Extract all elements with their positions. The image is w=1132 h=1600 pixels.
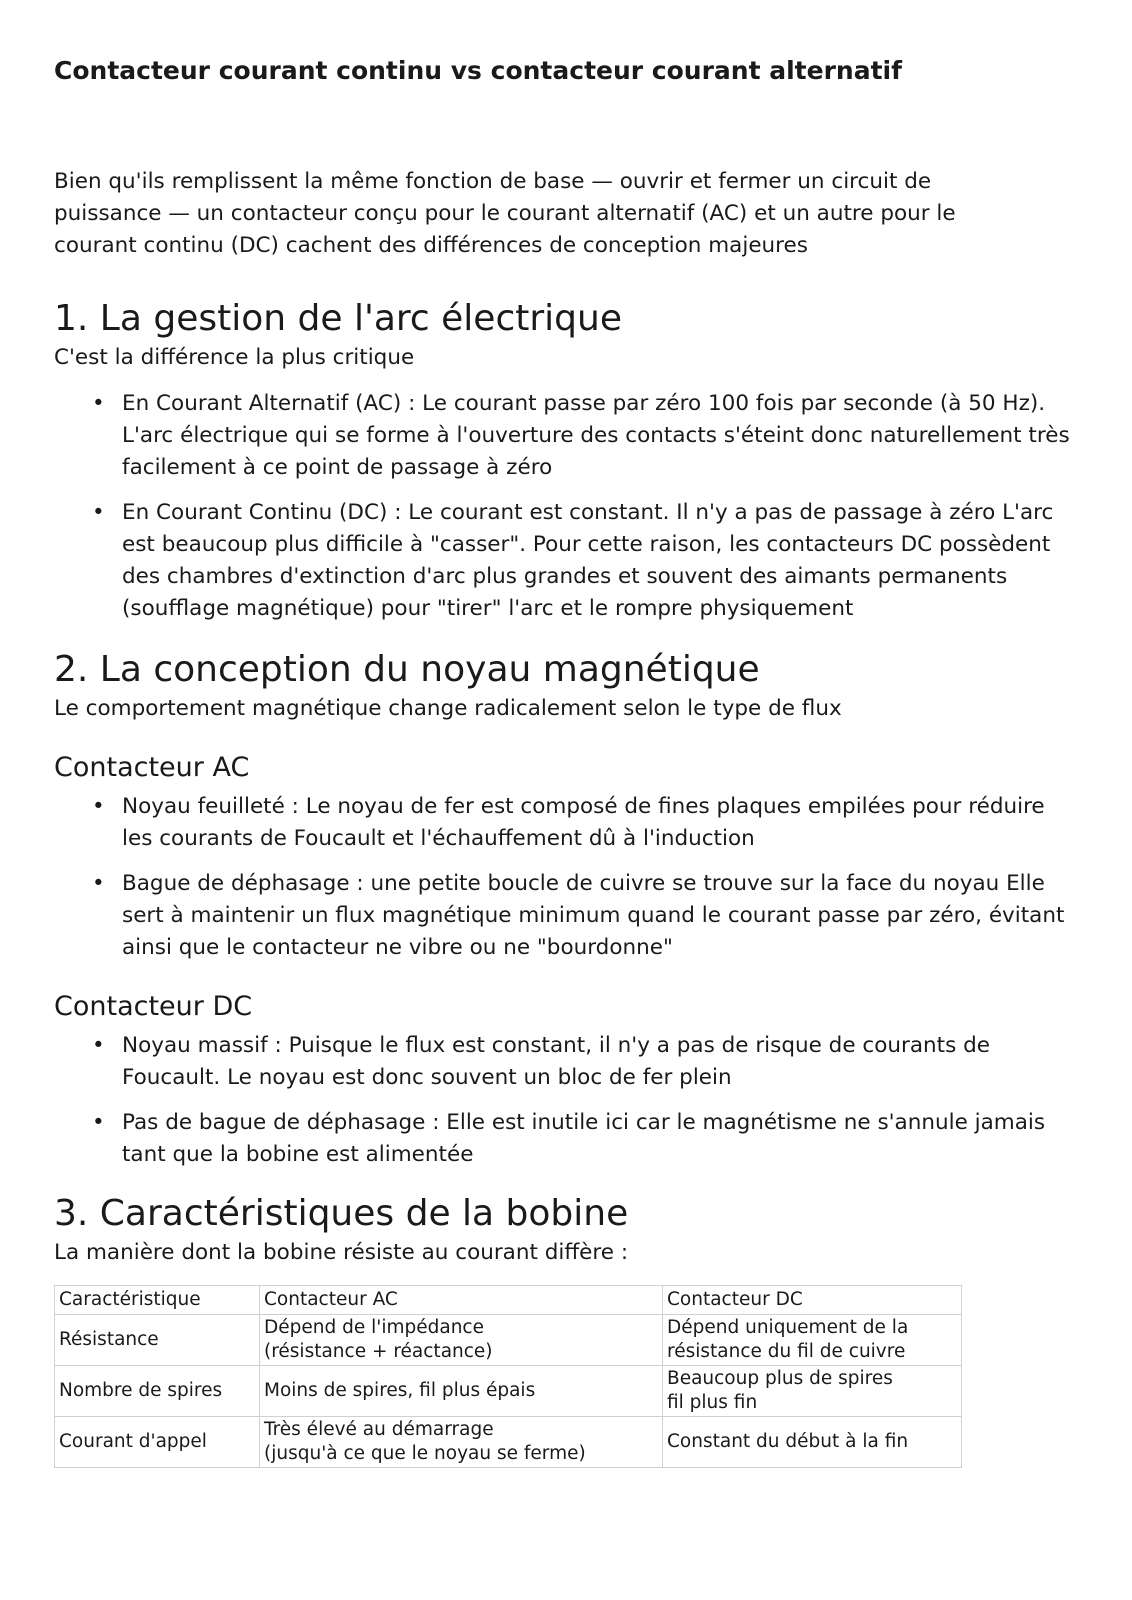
list-item-text: Bague de déphasage : une petite boucle de cuivre se trouve sur la face du noyau Elle sert à maintenir un flux magnétique minimum quand le courant passe par zéro, évitant ainsi que le contacteur ne vibre ou ne "bourdonne" [122,871,1065,960]
table-header-cell: Contacteur DC [663,1286,962,1315]
list-item-text: Noyau massif : Puisque le flux est constant, il n'y a pas de risque de courants de Foucault. Le noyau est donc souvent un bloc de fer plein [122,1033,990,1090]
section-magnetic-core [54,647,1078,1171]
section-coil-characteristics [54,1191,1078,1468]
list-item-text: En Courant Alternatif (AC) : Le courant passe par zéro 100 fois par seconde (à 50 Hz). L'arc électrique qui se forme à l'ouverture des contacts s'éteint donc naturellement très facilement à ce point de passage à zéro [122,391,1070,480]
table-cell: Très élevé au démarrage (jusqu'à ce que le noyau se ferme) [260,1417,663,1468]
table-cell: Courant d'appel [55,1417,260,1468]
table-cell: Dépend uniquement de la résistance du fil de cuivre [663,1315,962,1366]
bullet-icon: • [92,794,105,819]
list-item-text: Pas de bague de déphasage : Elle est inutile ici car le magnétisme ne s'annule jamais tant que la bobine est alimentée [122,1110,1046,1167]
table-cell: Dépend de l'impédance (résistance + réactance) [260,1315,663,1366]
list-item [54,388,1078,484]
section-lead: C'est la différence la plus critique [54,345,415,370]
section-arc-management [54,296,1078,625]
bullet-icon: • [92,1110,105,1135]
table-header-cell: Contacteur AC [260,1286,663,1315]
comparison-table [54,1285,962,1468]
subsection-heading: Contacteur AC [54,752,250,783]
list-item-text: Noyau feuilleté : Le noyau de fer est composé de fines plaques empilées pour réduire les courants de Foucault et l'échauffement dû à l'induction [122,794,1045,851]
subsection-heading: Contacteur DC [54,991,253,1022]
section-heading: 1. La gestion de l'arc électrique [54,298,622,339]
section-lead: Le comportement magnétique change radicalement selon le type de flux [54,696,842,721]
list-item [54,868,1078,964]
section-heading: 3. Caractéristiques de la bobine [54,1193,629,1234]
bullet-list [54,791,1078,964]
bullet-icon: • [92,1033,105,1058]
bullet-list [54,1030,1078,1171]
section-heading: 2. La conception du noyau magnétique [54,649,760,690]
list-item [54,1030,1078,1094]
bullet-icon: • [92,391,105,416]
bullet-list [54,388,1078,625]
table-row [55,1417,962,1468]
table-row [55,1315,962,1366]
table-cell: Résistance [55,1315,260,1366]
bullet-icon: • [92,500,105,525]
list-item [54,1107,1078,1171]
intro-paragraph: Bien qu'ils remplissent la même fonction de base — ouvrir et fermer un circuit de puissance — un contacteur conçu pour le courant alternatif (AC) et un autre pour le courant continu (DC) cachent des différences de conception majeures [54,169,956,258]
table-header-row [55,1286,962,1315]
table-cell: Constant du début à la fin [663,1417,962,1468]
section-lead: La manière dont la bobine résiste au courant diffère : [54,1240,629,1265]
subsection-dc [54,990,1078,1171]
table-cell: Moins de spires, fil plus épais [260,1366,663,1417]
bullet-icon: • [92,871,105,896]
table-cell: Beaucoup plus de spires fil plus fin [663,1366,962,1417]
list-item [54,497,1078,625]
table-row [55,1366,962,1417]
subsection-ac [54,751,1078,964]
table-cell: Nombre de spires [55,1366,260,1417]
list-item [54,791,1078,855]
table-header-cell: Caractéristique [55,1286,260,1315]
document-title: Contacteur courant continu vs contacteur courant alternatif [54,56,902,85]
list-item-text: En Courant Continu (DC) : Le courant est constant. Il n'y a pas de passage à zéro L'arc est beaucoup plus difficile à "casser". Pour cette raison, les contacteurs DC possèdent des chambres d'extinction d'arc plus grandes et souvent des aimants permanents (soufflage magnétique) pour "tirer" l'arc et le rompre physiquement [122,500,1054,621]
